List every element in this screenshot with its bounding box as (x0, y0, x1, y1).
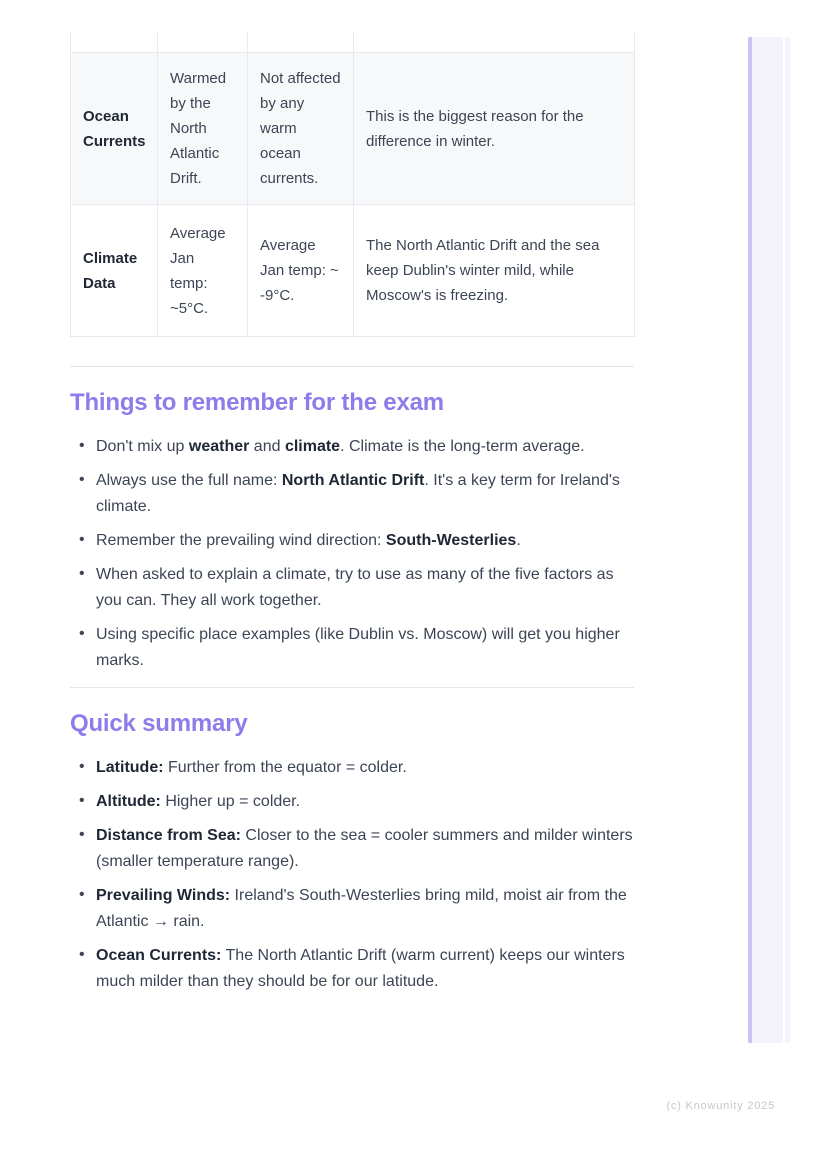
table-cell: The North Atlantic Drift and the sea keep Dublin's winter mild, while Moscow's is freezing. (354, 205, 635, 337)
bullet-text: Closer to the sea = cooler summers and milder winters (smaller temperature range). (96, 827, 633, 870)
bullet-item (70, 789, 634, 815)
footer-copyright: (c) Knowunity 2025 (666, 1100, 775, 1112)
bullet-bold-text: North Atlantic Drift (281, 472, 425, 489)
adjacent-page-edge (748, 37, 790, 1043)
page-edge-inner-line (783, 37, 785, 1043)
row-header-cell: Ocean Currents (71, 53, 158, 205)
table-cell: This is the biggest reason for the difference in winter. (354, 53, 635, 205)
row-header-cell (71, 32, 158, 53)
section-heading-quick-summary: Quick summary (70, 710, 248, 737)
bullet-item (70, 943, 634, 995)
bullet-bold-text: weather (188, 438, 250, 455)
bullet-item (70, 468, 634, 520)
bullet-item (70, 823, 634, 875)
bullet-item (70, 528, 634, 554)
bullet-bold-text: climate (284, 438, 341, 455)
table-row (71, 205, 635, 337)
climate-comparison-table (70, 32, 635, 337)
bullet-text: . It's a key term for Ireland's climate. (96, 472, 620, 515)
table-cell: Warmed by the North Atlantic Drift. (158, 53, 248, 205)
bullet-text: Always use the full name: (96, 472, 282, 489)
bullet-text: Ireland's South-Westerlies bring mild, moist air from the Atlantic → rain. (96, 887, 627, 930)
bullet-bold-text: Ocean Currents: (96, 947, 222, 964)
quick-summary-list (70, 755, 634, 995)
bullet-item (70, 434, 634, 460)
bullet-item (70, 883, 634, 935)
bullet-bold-text: Distance from Sea: (96, 827, 241, 844)
exam-tips-list (70, 434, 634, 674)
bullet-text: Further from the equator = colder. (163, 759, 407, 776)
bullet-item (70, 622, 634, 674)
table-cell: Not affected by any warm ocean currents. (248, 53, 354, 205)
bullet-item (70, 755, 634, 781)
bullet-text: The North Atlantic Drift (warm current) keeps our winters much milder than they should be for our latitude. (96, 947, 625, 990)
bullet-bold-text: South-Westerlies (385, 532, 517, 549)
section-heading-exam-tips: Things to remember for the exam (70, 389, 444, 416)
table-row (71, 53, 635, 205)
bullet-text: Don't mix up (96, 438, 189, 455)
table-cell (354, 32, 635, 53)
bullet-text: and (249, 438, 285, 455)
bullet-item (70, 562, 634, 614)
table-cell: Average Jan temp: ~5°C. (158, 205, 248, 337)
table-cell: Average Jan temp: ~ -9°C. (248, 205, 354, 337)
section-divider (70, 366, 634, 367)
section-divider (70, 687, 634, 688)
bullet-text: Remember the prevailing wind direction: (96, 532, 386, 549)
page-content (70, 0, 634, 1003)
bullet-text: . (516, 532, 521, 549)
bullet-text: Higher up = colder. (160, 793, 301, 810)
bullet-bold-text: Altitude: (96, 793, 161, 810)
bullet-text: . Climate is the long-term average. (340, 438, 585, 455)
row-header-cell: Climate Data (71, 205, 158, 337)
table-row-cutoff (71, 32, 635, 53)
bullet-text: When asked to explain a climate, try to use as many of the five factors as you can. They all work together. (96, 566, 614, 609)
table-cell (248, 32, 354, 53)
bullet-bold-text: Latitude: (96, 759, 164, 776)
table-cell (158, 32, 248, 53)
bullet-text: Using specific place examples (like Dublin vs. Moscow) will get you higher marks. (96, 626, 620, 669)
bullet-bold-text: Prevailing Winds: (96, 887, 231, 904)
